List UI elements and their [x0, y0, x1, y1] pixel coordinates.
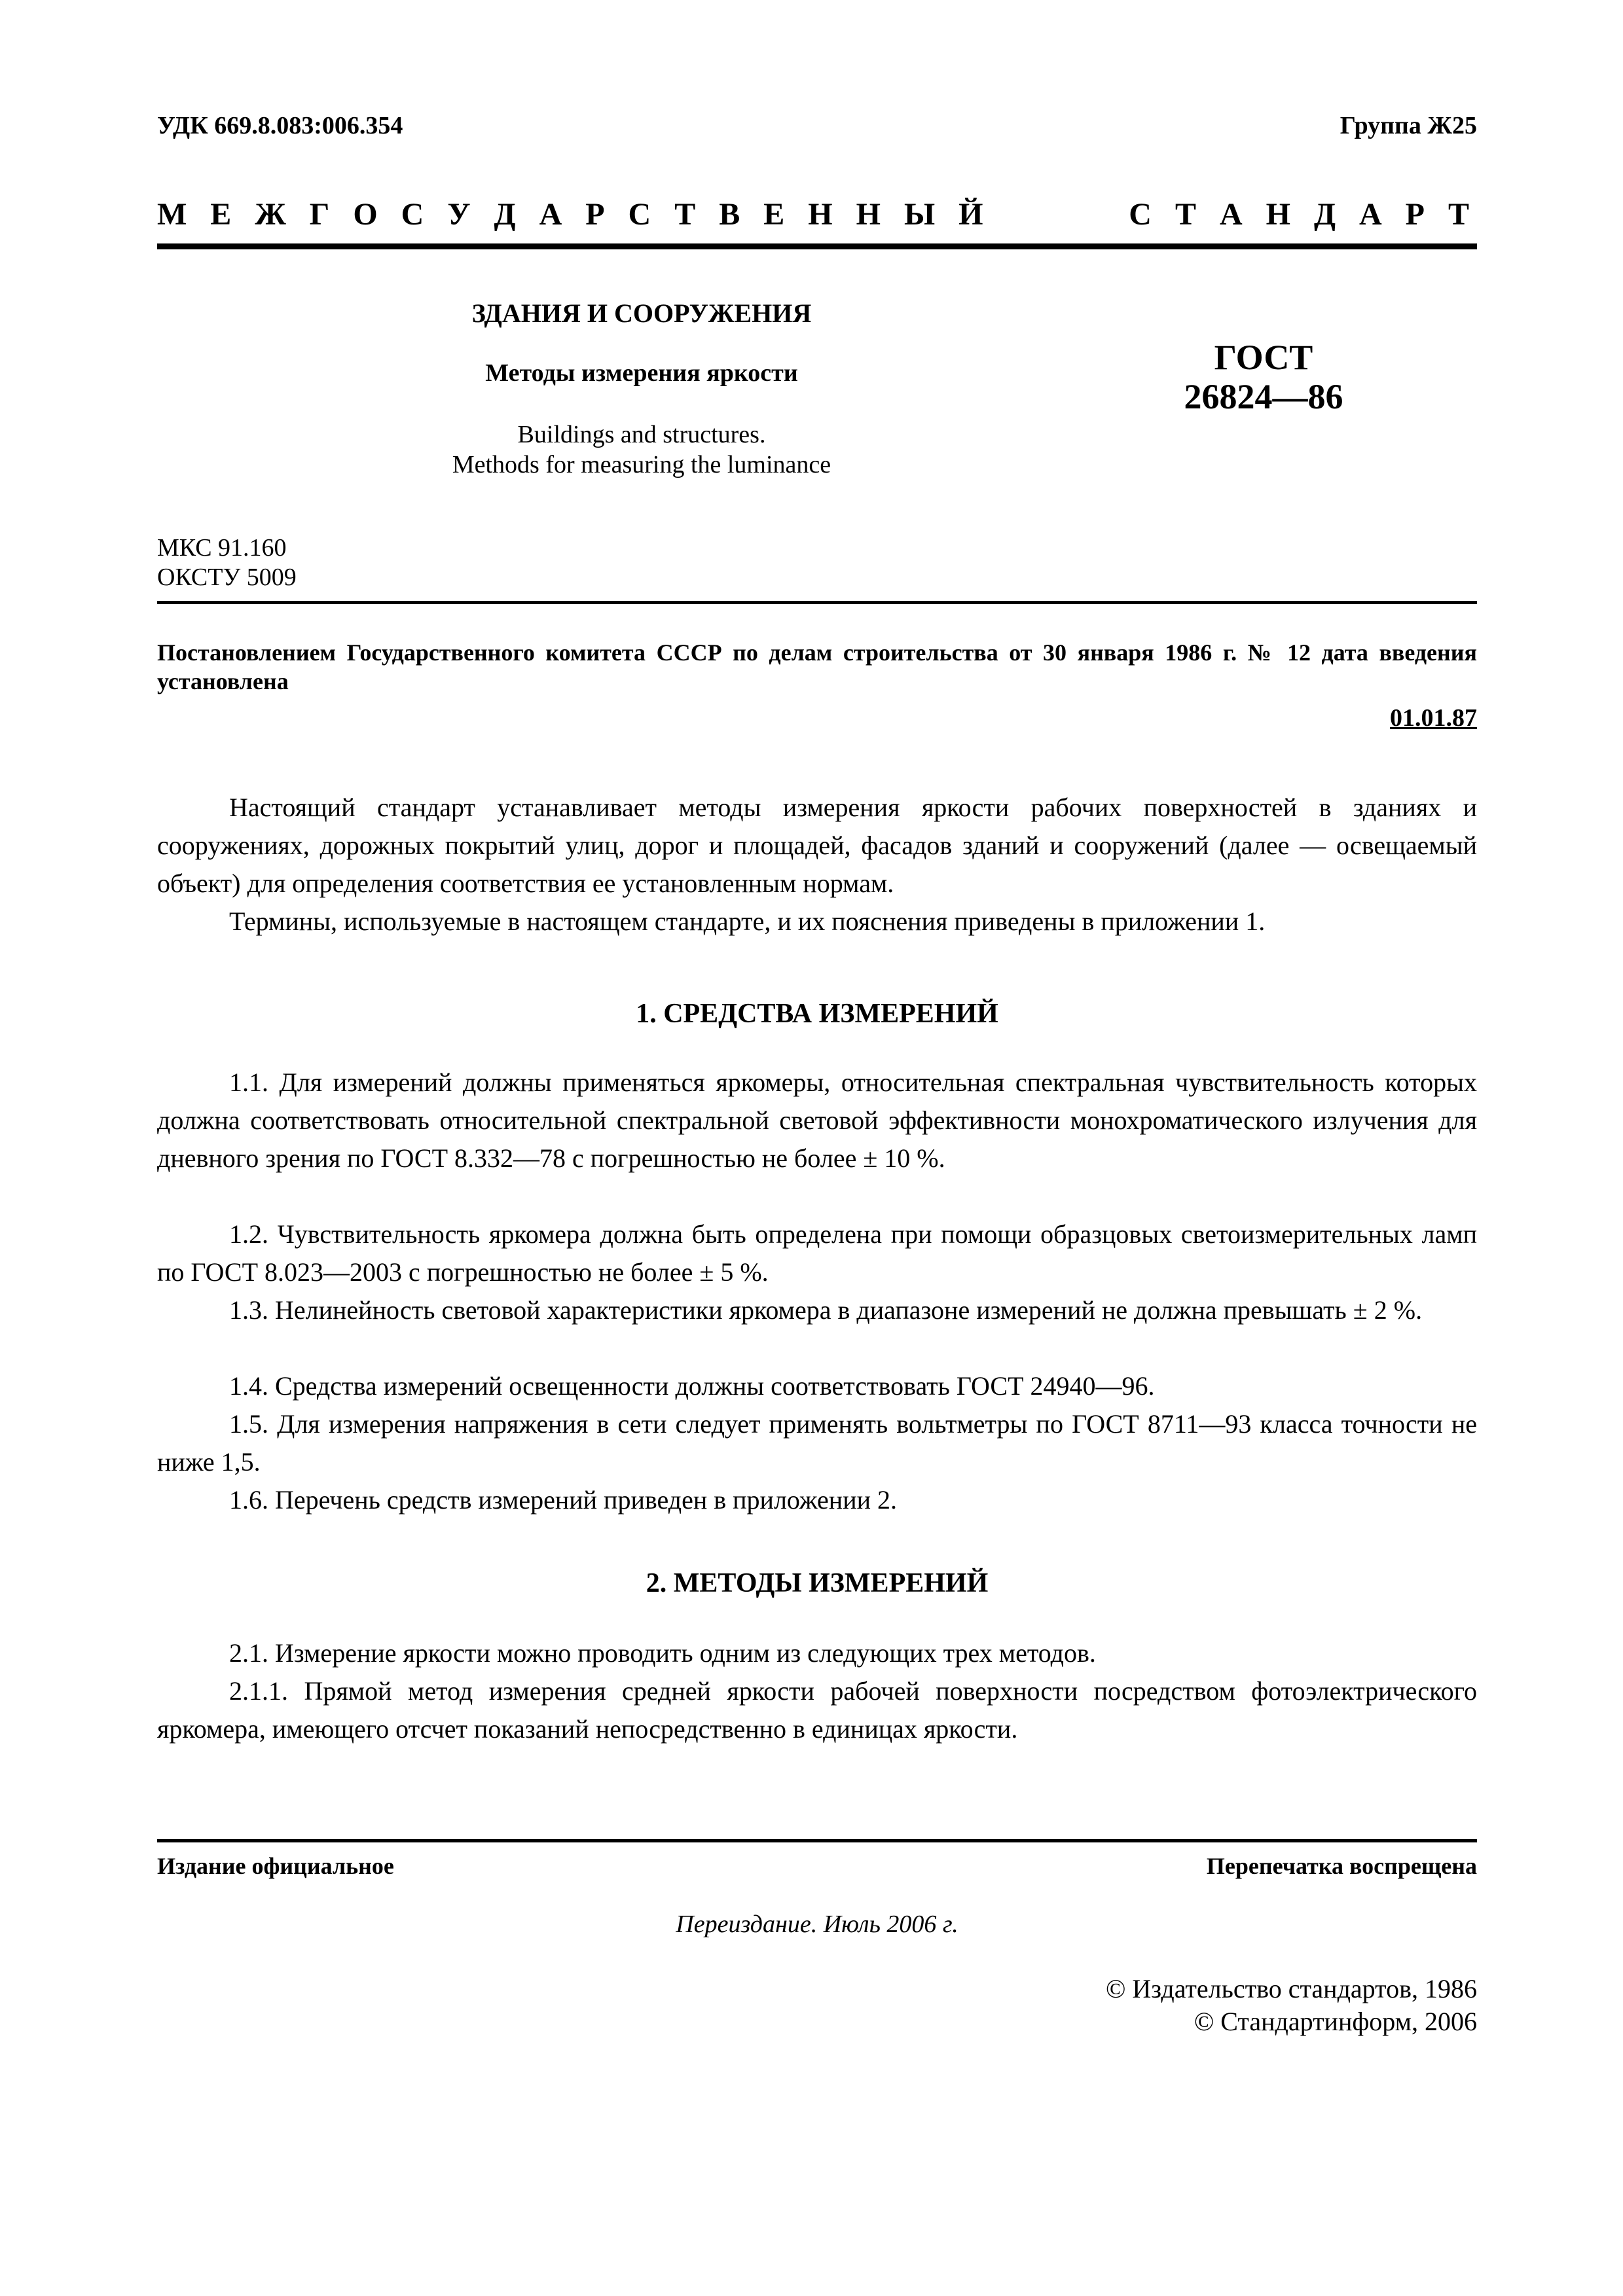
title-en-line2: Methods for measuring the luminance [452, 451, 831, 478]
footer-rule [157, 1839, 1477, 1842]
title-ru: ЗДАНИЯ И СООРУЖЕНИЯ [471, 298, 812, 328]
udk-code: УДК 669.8.083:006.354 [157, 112, 403, 139]
clause-1-6: 1.6. Перечень средств измерений приведен в приложении 2. [229, 1485, 897, 1515]
mks-code: МКС 91.160 [157, 534, 287, 562]
clause-1-4: 1.4. Средства измерений освещенности должны соответствовать ГОСТ 24940—96. [229, 1371, 1155, 1401]
clause-1-3: 1.3. Нелинейность световой характеристики яркомера в диапазоне измерений не должна превышать ± 2 %. [229, 1295, 1423, 1325]
okstu-code: ОКСТУ 5009 [157, 564, 297, 591]
copyright-1986: © Издательство стандартов, 1986 [1105, 1974, 1477, 2003]
official-edition: Издание официальное [157, 1853, 394, 1879]
standard-kind-word-2: С Т А Н Д А Р Т [1129, 197, 1477, 232]
section-2-heading: 2. МЕТОДЫ ИЗМЕРЕНИЙ [646, 1568, 989, 1598]
clause-2-1: 2.1. Измерение яркости можно проводить одним из следующих трех методов. [229, 1638, 1096, 1668]
subtitle-ru: Методы измерения яркости [485, 359, 798, 387]
section-1-heading: 1. СРЕДСТВА ИЗМЕРЕНИЙ [636, 999, 998, 1029]
clause-1-1: 1.1. Для измерений должны применяться яркомеры, относительная спектральная чувствительность которых должна соответствовать относительной спектральной световой эффективности монохроматического излучения для дневного зрения по ГОСТ 8.332—78 с погрешностью не более ± 10 %. [157, 1067, 1477, 1173]
intro-paragraph-2: Термины, используемые в настоящем стандарте, и их пояснения приведены в приложении 1. [229, 906, 1266, 936]
gost-number: 26824—86 [1184, 377, 1343, 416]
reissue-note: Переиздание. Июль 2006 г. [676, 1910, 958, 1938]
gost-label: ГОСТ [1214, 338, 1313, 377]
standard-kind-word-1: М Е Ж Г О С У Д А Р С Т В Е Н Н Ы Й [157, 197, 991, 232]
classification-rule [157, 601, 1477, 604]
group-code: Группа Ж25 [1340, 112, 1477, 139]
clause-2-1-1: 2.1.1. Прямой метод измерения средней яркости рабочей поверхности посредством фотоэлектрического яркомера, имеющего отсчет показаний непосредственно в единицах яркости. [157, 1676, 1477, 1744]
title-en-line1: Buildings and structures. [517, 421, 766, 448]
effective-date: 01.01.87 [1390, 704, 1477, 732]
intro-paragraph-1: Настоящий стандарт устанавливает методы измерения яркости рабочих поверхностей в зданиях и сооружениях, дорожных покрытий улиц, дорог и площадей, фасадов зданий и сооружений (далее — освещаемый объект) для определения соответствия ее установленным нормам. [157, 793, 1477, 898]
clause-1-5: 1.5. Для измерения напряжения в сети следует применять вольтметры по ГОСТ 8711—93 класса точности не ниже 1,5. [157, 1409, 1477, 1477]
clause-1-2: 1.2. Чувствительность яркомера должна быть определена при помощи образцовых светоизмерительных ламп по ГОСТ 8.023—2003 с погрешностью не более ± 5 %. [157, 1219, 1477, 1287]
decree-text: Постановлением Государственного комитета СССР по делам строительства от 30 января 1986 г. № 12 дата введения установлена [157, 639, 1477, 694]
copyright-2006: © Стандартинформ, 2006 [1194, 2007, 1477, 2036]
header-rule [157, 243, 1477, 249]
reprint-prohibited: Перепечатка воспрещена [1206, 1853, 1477, 1879]
